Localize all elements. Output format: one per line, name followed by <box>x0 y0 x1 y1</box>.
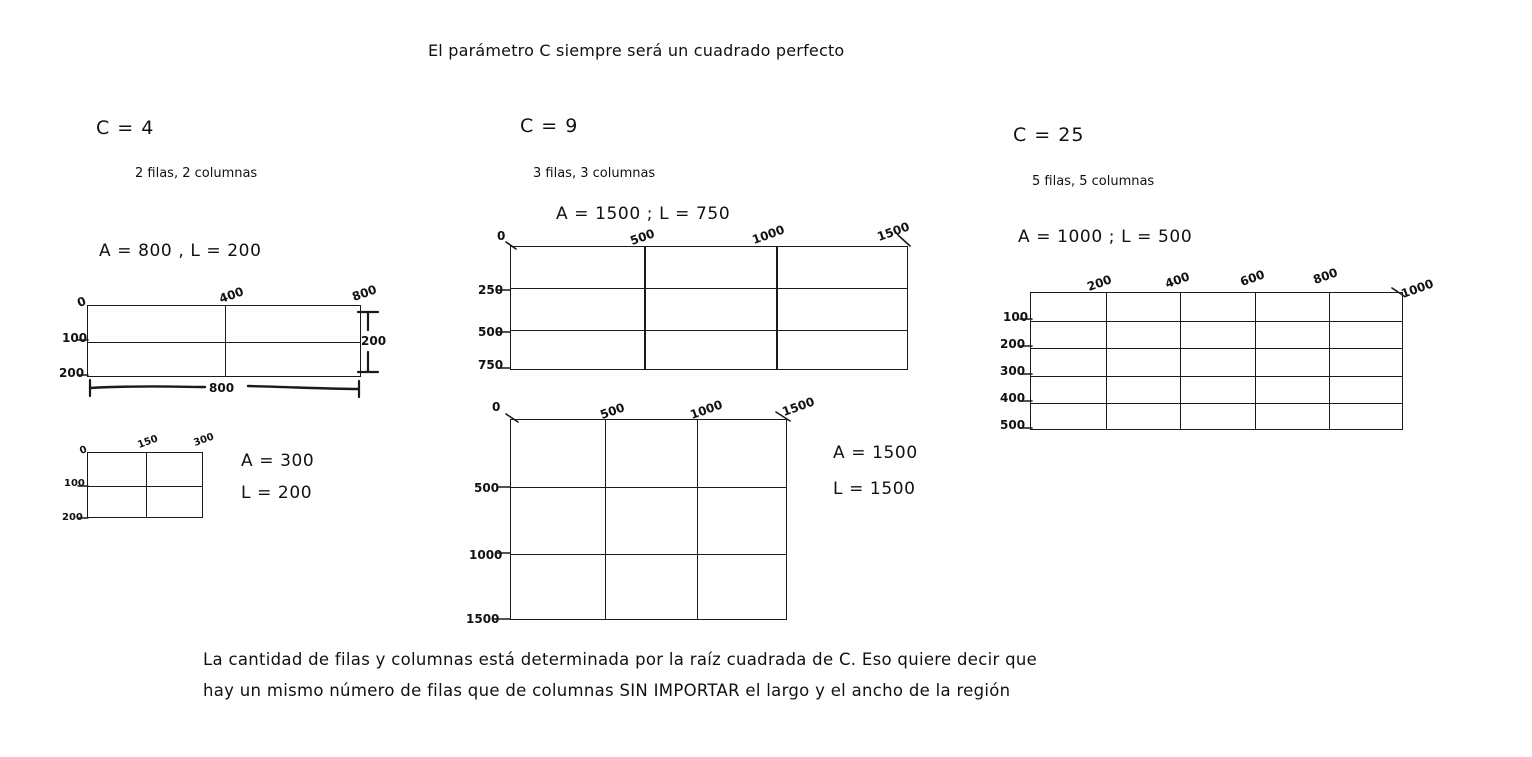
ytick-c4-small-1: 200 <box>62 512 83 523</box>
ytick-c25-3: 400 <box>1000 391 1026 405</box>
ytick-c9-wide-1: 250 <box>478 283 504 297</box>
ytick-c9-square-3: 1500 <box>466 612 500 626</box>
case-sub-c25: 5 filas, 5 columnas <box>1032 174 1155 189</box>
xtick-c25-5: 1000 <box>1399 276 1436 301</box>
grid-line-v <box>644 247 646 369</box>
dims-c9-wide: A = 1500 ; L = 750 <box>556 204 731 224</box>
xtick-c9-square-0: 0 <box>492 400 501 414</box>
dims-a-c4-small: A = 300 <box>241 451 315 471</box>
grid-line-h <box>1031 376 1402 377</box>
grid-c4-small <box>87 452 203 518</box>
grid-line-v <box>605 420 606 619</box>
xtick-c9-wide-1: 500 <box>628 226 657 248</box>
dims-c4-big: A = 800 , L = 200 <box>99 241 262 261</box>
grid-line-v <box>1106 293 1107 429</box>
case-label-c25: C = 25 <box>1013 124 1085 146</box>
case-label-c4: C = 4 <box>96 117 155 139</box>
dims-l-c9-square: L = 1500 <box>833 479 916 499</box>
xtick-c4-small-0: 0 <box>78 444 89 457</box>
bracket-line-left <box>90 386 205 388</box>
xtick-c9-square-2: 1000 <box>688 397 725 422</box>
grid-c4-big <box>87 305 361 377</box>
ytick-c9-wide-2: 500 <box>478 325 504 339</box>
xtick-c9-wide-0: 0 <box>497 229 506 243</box>
dims-c25: A = 1000 ; L = 500 <box>1018 227 1193 247</box>
page-title: El parámetro C siempre será un cuadrado perfecto <box>428 41 845 60</box>
ytick-c25-2: 300 <box>1000 364 1026 378</box>
width-label-c4-big: 800 <box>209 381 235 395</box>
bracket-line-right <box>248 386 358 389</box>
grid-line-h <box>88 342 360 343</box>
footer-line-2: hay un mismo número de filas que de columnas SIN IMPORTAR el largo y el ancho de la región <box>203 681 1011 700</box>
grid-line-v <box>1329 293 1330 429</box>
dims-l-c4-small: L = 200 <box>241 483 313 503</box>
xtick-c4-big-2: 800 <box>350 282 379 304</box>
grid-line-h <box>511 554 786 555</box>
ytick-c4-big-0: 100 <box>62 331 88 345</box>
ytick-c25-4: 500 <box>1000 418 1026 432</box>
grid-line-v <box>146 453 147 517</box>
dims-a-c9-square: A = 1500 <box>833 443 918 463</box>
xtick-c25-3: 600 <box>1238 267 1267 289</box>
grid-line-h <box>511 330 907 331</box>
xtick-c4-small-1: 150 <box>136 433 160 451</box>
xtick-c4-big-1: 400 <box>217 284 246 306</box>
grid-line-v <box>1255 293 1256 429</box>
grid-line-v <box>225 306 226 376</box>
grid-c9-wide <box>510 246 908 370</box>
grid-line-h <box>1031 321 1402 322</box>
xtick-c4-big-0: 0 <box>75 293 88 310</box>
ytick-c9-wide-3: 750 <box>478 358 504 372</box>
case-sub-c9: 3 filas, 3 columnas <box>533 166 656 181</box>
grid-line-h <box>1031 348 1402 349</box>
xtick-c25-4: 800 <box>1311 265 1340 287</box>
xtick-c9-square-1: 500 <box>598 400 627 422</box>
xtick-c9-wide-3: 1500 <box>875 219 912 244</box>
xtick-c9-wide-2: 1000 <box>750 222 787 247</box>
grid-c9-square <box>510 419 787 620</box>
case-label-c9: C = 9 <box>520 115 579 137</box>
case-sub-c4: 2 filas, 2 columnas <box>135 166 258 181</box>
xtick-c25-2: 400 <box>1163 269 1192 291</box>
grid-c25 <box>1030 292 1403 430</box>
grid-line-h <box>511 288 907 289</box>
ytick-c9-square-1: 500 <box>474 481 500 495</box>
grid-line-v <box>1180 293 1181 429</box>
grid-line-v <box>697 420 698 619</box>
footer-line-1: La cantidad de filas y columnas está determinada por la raíz cuadrada de C. Eso quiere decir que <box>203 650 1038 669</box>
ytick-c25-0: 100 <box>1003 310 1029 324</box>
ytick-c4-small-0: 100 <box>64 478 85 489</box>
height-label-c4-big: 200 <box>361 334 387 348</box>
ytick-c9-square-2: 1000 <box>469 548 503 562</box>
xtick-c9-square-3: 1500 <box>780 394 817 419</box>
grid-line-h <box>511 487 786 488</box>
ytick-c25-1: 200 <box>1000 337 1026 351</box>
grid-line-v <box>776 247 778 369</box>
xtick-c4-small-2: 300 <box>192 431 216 449</box>
ytick-c4-big-1: 200 <box>59 366 85 380</box>
grid-line-h <box>1031 403 1402 404</box>
grid-line-h <box>88 486 202 487</box>
xtick-c25-1: 200 <box>1085 272 1114 294</box>
